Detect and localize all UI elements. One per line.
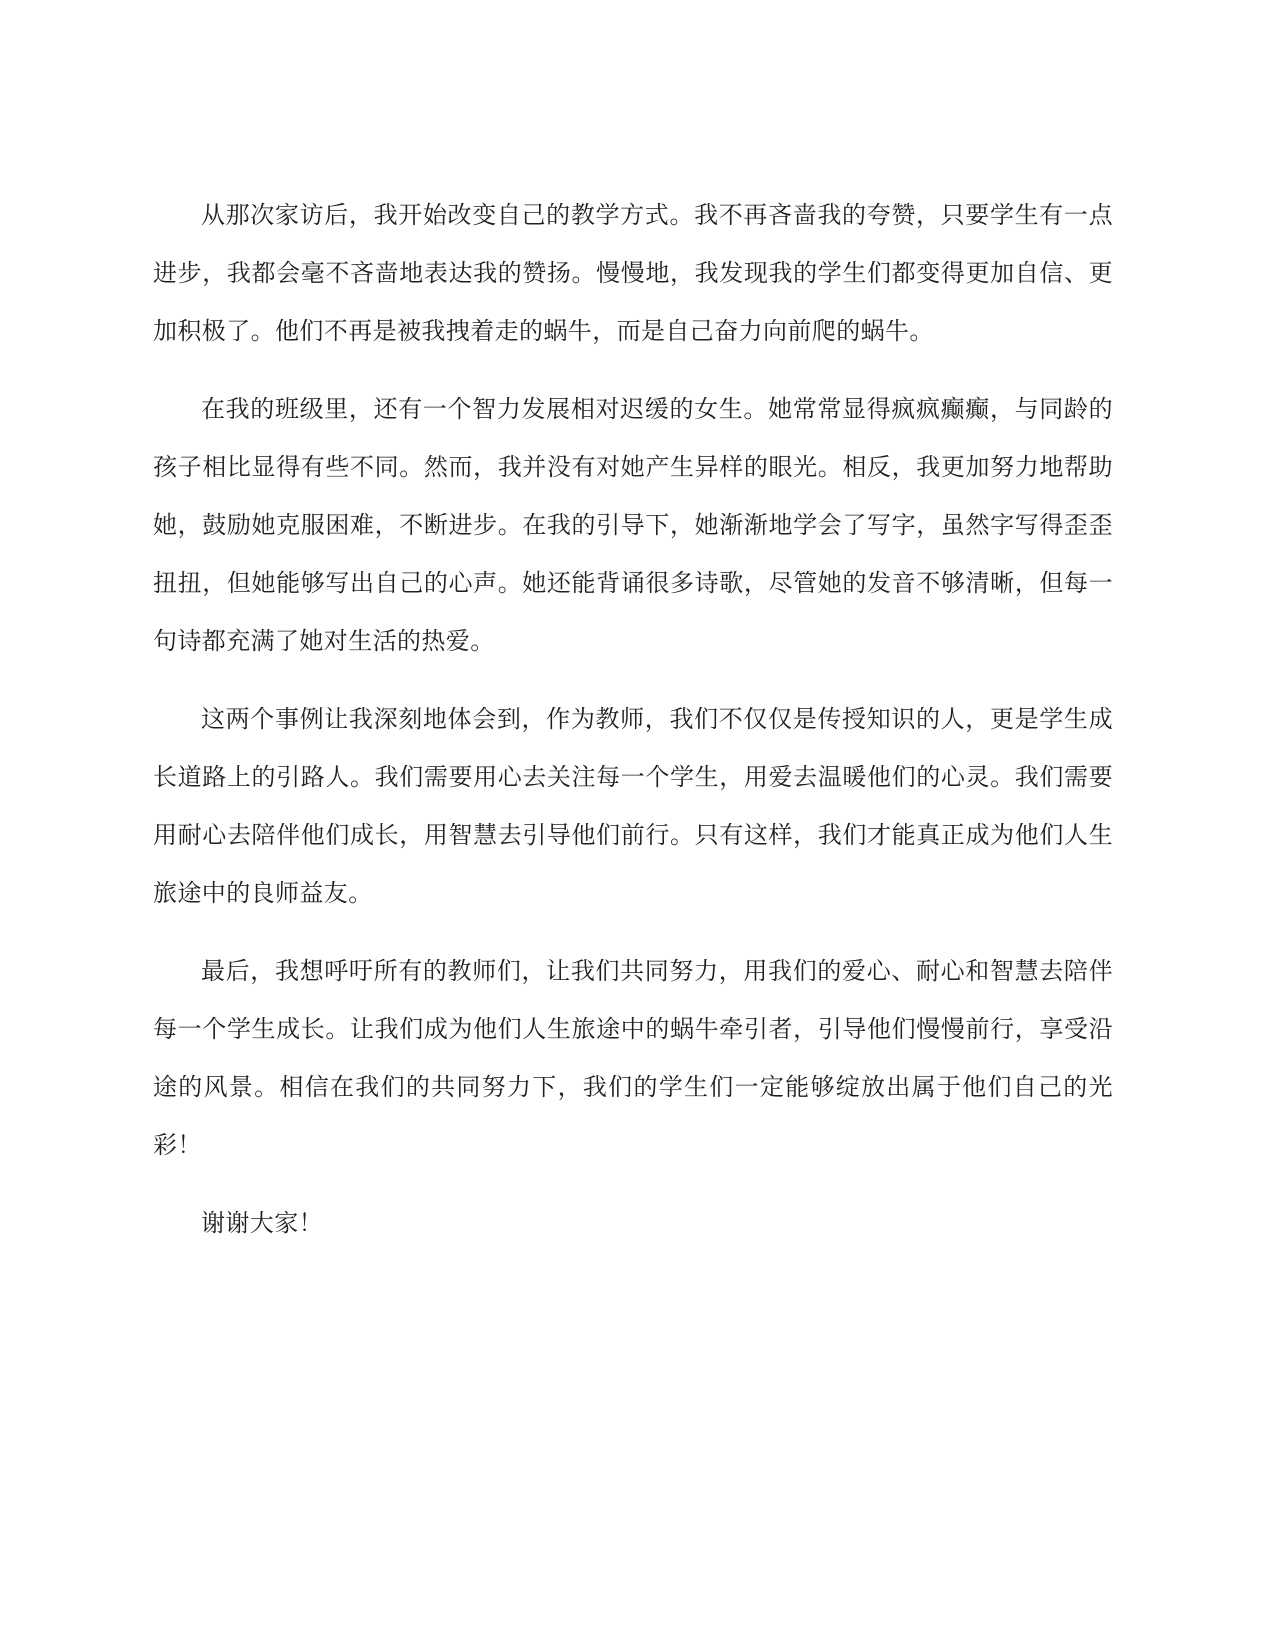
paragraph-girl-student: 在我的班级里，还有一个智力发展相对迟缓的女生。她常常显得疯疯癫癫，与同龄的孩子相比显得有些不同。然而，我并没有对她产生异样的眼光。相反，我更加努力地帮助她，鼓励她克服困难，不断进步。在我的引导下，她渐渐地学会了写字，虽然字写得歪歪扭扭，但她能够写出自己的心声。她还能背诵很多诗歌，尽管她的发音不够清晰，但每一句诗都充满了她对生活的热爱。 xyxy=(153,395,1113,655)
document-body xyxy=(153,186,1113,1272)
paragraph-thanks: 谢谢大家！ xyxy=(201,1209,323,1237)
paragraph-call-to-action: 最后，我想呼吁所有的教师们，让我们共同努力，用我们的爱心、耐心和智慧去陪伴每一个学生成长。让我们成为他们人生旅途中的蜗牛牵引者，引导他们慢慢前行，享受沿途的风景。相信在我们的共同努力下，我们的学生们一定能够绽放出属于他们自己的光彩！ xyxy=(153,957,1113,1159)
paragraph-reflection: 这两个事例让我深刻地体会到，作为教师，我们不仅仅是传授知识的人，更是学生成长道路上的引路人。我们需要用心去关注每一个学生，用爱去温暖他们的心灵。我们需要用耐心去陪伴他们成长，用智慧去引导他们前行。只有这样，我们才能真正成为他们人生旅途中的良师益友。 xyxy=(153,705,1113,907)
paragraph-home-visit: 从那次家访后，我开始改变自己的教学方式。我不再吝啬我的夸赞，只要学生有一点进步，我都会毫不吝啬地表达我的赞扬。慢慢地，我发现我的学生们都变得更加自信、更加积极了。他们不再是被我拽着走的蜗牛，而是自己奋力向前爬的蜗牛。 xyxy=(153,201,1113,345)
